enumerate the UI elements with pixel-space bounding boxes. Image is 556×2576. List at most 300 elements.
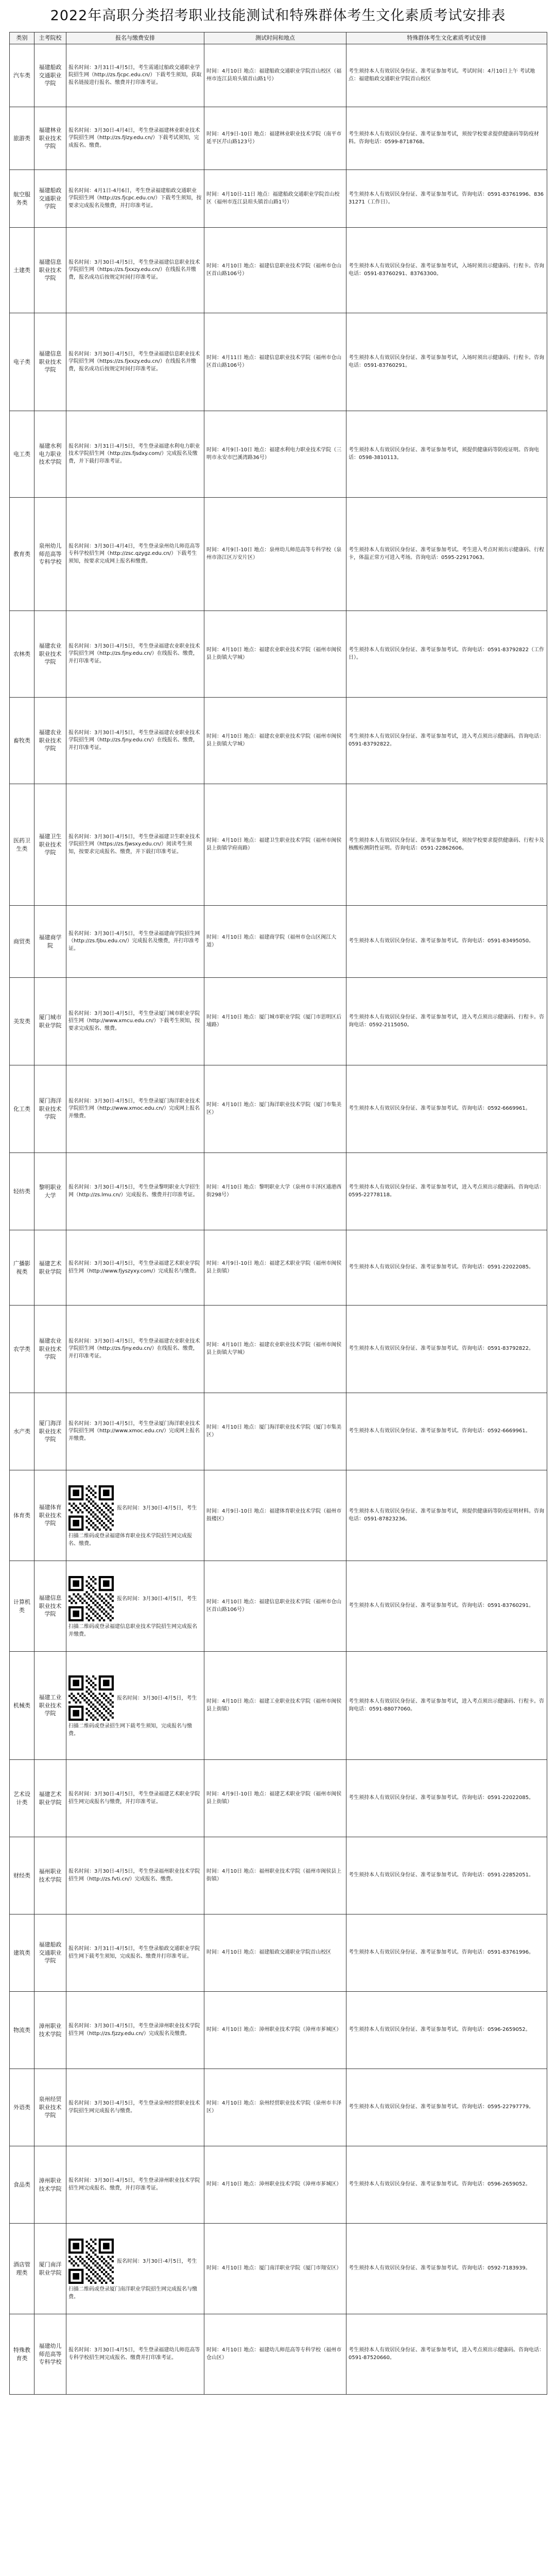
school-text: 泉州幼儿师范高等专科学校 [39, 542, 62, 566]
registration-text: 报名时间：3月31日-4月5日，考生登录船政交通职业学院招生网下载考生须知，完成报名、缴费并打印准考证。 [68, 1946, 200, 1959]
school-cell [34, 1230, 66, 1306]
registration-text: 报名时间：3月30日-4月5日，考生登录福建农业职业技术学院招生网（http://zs.fjny.edu.cn/）在线报名、缴费，并打印准考证。 [68, 730, 200, 751]
test-cell [204, 2224, 346, 2314]
registration-cell [66, 313, 204, 411]
registration-cell [66, 1652, 204, 1760]
registration-text: 报名时间：3月30日-4月5日，考生登录福建幼儿师范高等专科学校招生网完成报名、缴费并打印准考证。 [68, 2347, 200, 2361]
table-row [10, 2146, 547, 2224]
category-cell [10, 107, 34, 170]
special-exam-text: 考生须持本人有效居民身份证、准考证参加考试，入场时须出示健康码、行程卡。咨询电话：0591-83760291、83763300。 [349, 263, 544, 277]
table-row [10, 698, 547, 784]
category-cell [10, 170, 34, 228]
table-row [10, 1306, 547, 1393]
category-cell [10, 228, 34, 313]
school-text: 福建船政交通职业学院 [39, 187, 62, 210]
registration-cell [66, 1306, 204, 1393]
category-text: 艺术设计类 [13, 1790, 30, 1806]
test-cell [204, 170, 346, 228]
registration-cell [66, 1470, 204, 1561]
registration-text: 报名时间：3月30日-4月5日，考生登录泉州经贸职业技术学院招生网完成报名与缴费。 [68, 2100, 200, 2114]
category-text: 教育类 [13, 550, 30, 557]
test-cell [204, 2069, 346, 2146]
test-cell [204, 1393, 346, 1470]
test-cell [204, 228, 346, 313]
table-row [10, 1652, 547, 1760]
school-text: 厦门南洋职业学院 [39, 2261, 62, 2276]
school-text: 福州职业技术学院 [39, 1868, 62, 1883]
special-exam-text: 考生须持本人有效居民身份证、准考证参加考试，须提供健康码等防疫证明。咨询电话：0598-3810113。 [349, 447, 539, 461]
category-cell [10, 313, 34, 411]
school-cell [34, 44, 66, 107]
category-text: 化工类 [13, 1105, 30, 1112]
special-exam-cell [346, 1306, 547, 1393]
table-row [10, 1837, 547, 1914]
registration-cell [66, 498, 204, 611]
special-exam-text: 考生须持本人有效居民身份证、准考证参加考试，须按学校要求提供健康码等防疫材料。咨询电话：0599-8718768。 [349, 131, 539, 145]
test-cell [204, 698, 346, 784]
school-cell [34, 1652, 66, 1760]
category-text: 汽车类 [13, 72, 30, 79]
header-test-time: 测试时间和地点 [204, 32, 346, 44]
school-text: 福建信息职业技术学院 [39, 258, 62, 282]
special-exam-text: 考生须持本人有效居民身份证、准考证参加考试。咨询电话：0591-83792822（工作日）。 [349, 647, 544, 660]
table-row [10, 978, 547, 1065]
registration-cell [66, 107, 204, 170]
test-cell [204, 411, 346, 498]
special-exam-cell [346, 611, 547, 698]
table-row [10, 228, 547, 313]
special-exam-cell [346, 2314, 547, 2395]
special-exam-text: 考生须持本人有效居民身份证、准考证参加考试，进入考点须出示健康码、行程卡。咨询电话：0592-2115050。 [349, 1014, 544, 1028]
category-text: 特殊教育类 [13, 2346, 30, 2362]
table-row [10, 2224, 547, 2314]
special-exam-cell [346, 784, 547, 906]
registration-cell [66, 170, 204, 228]
registration-text: 报名时间：3月30日-4月5日，考生登录福建信息职业技术学院招生网（https://zs.fjxxzy.edu.cn/）在线报名并缴费，报名成功后按规定时间打印准考证。 [68, 351, 200, 372]
registration-cell [66, 1153, 204, 1230]
special-exam-text: 考生须持本人有效居民身份证、准考证参加考试。咨询电话：0592-6669961。 [349, 1428, 531, 1434]
school-cell [34, 228, 66, 313]
test-cell [204, 107, 346, 170]
school-cell [34, 978, 66, 1065]
school-text: 厦门城市职业学院 [39, 1013, 62, 1029]
special-exam-cell [346, 1393, 547, 1470]
special-exam-cell [346, 228, 547, 313]
registration-cell [66, 906, 204, 978]
registration-text: 报名时间：3月30日-4月5日，考生登录福建商学院招生网（http://zs.fjbu.edu.cn/）完成报名及缴费，并打印准考证。 [68, 930, 200, 952]
special-exam-cell [346, 698, 547, 784]
special-exam-cell [346, 2069, 547, 2146]
test-text: 时间：4月10日 地点：福建幼儿师范高等专科学校（福州市仓山区） [206, 2347, 342, 2361]
special-exam-text: 考生须持本人有效居民身份证、准考证参加考试，入场时须出示健康码、行程卡。咨询电话：0591-83760291。 [349, 355, 544, 368]
school-text: 福建工业职业技术学院 [39, 1693, 62, 1717]
registration-text: 报名时间：3月30日-4月5日，考生登录福建卫生职业技术学院招生网（https://zs.fjwsxy.edu.cn/）阅读考生须知，按要求完成报名、缴费，并下载打印准考证。 [68, 834, 200, 855]
table-row [10, 44, 547, 107]
category-cell [10, 978, 34, 1065]
special-exam-cell [346, 170, 547, 228]
school-cell [34, 611, 66, 698]
category-text: 土建类 [13, 266, 30, 274]
special-exam-cell [346, 1992, 547, 2069]
category-cell [10, 44, 34, 107]
registration-cell [66, 228, 204, 313]
table-row [10, 1914, 547, 1992]
school-text: 福建艺术职业学院 [39, 1260, 62, 1275]
category-cell [10, 2314, 34, 2395]
special-exam-cell [346, 1760, 547, 1837]
header-registration: 报名与缴费安排 [66, 32, 204, 44]
category-cell [10, 611, 34, 698]
school-cell [34, 498, 66, 611]
category-text: 旅游类 [13, 134, 30, 142]
special-exam-text: 考生须持本人有效居民身份证、准考证参加考试，进入考点须出示健康码。咨询电话：0591-87520660。 [349, 2347, 544, 2361]
category-text: 酒店管理类 [13, 2261, 30, 2276]
school-text: 厦门海洋职业技术学院 [39, 1097, 62, 1121]
school-cell [34, 1914, 66, 1992]
special-exam-text: 考生须持本人有效居民身份证、准考证参加考试。考生进入考点时须出示健康码、行程卡，体温正常方可进入考场。咨询电话：0595-22917063。 [349, 547, 544, 561]
test-text: 时间：4月9日-10日 地点：福建艺术职业学院（福州市闽侯县上街镇） [206, 1261, 342, 1274]
category-text: 食品类 [13, 2181, 30, 2188]
test-text: 时间：4月11日 地点：福建信息职业技术学院（福州市仓山区首山路106号） [206, 355, 342, 368]
registration-text: 报名时间：3月30日-4月5日，考生登录黎明职业大学招生网（http://zs.lmu.cn/）完成报名、缴费并打印准考证。 [68, 1184, 200, 1198]
category-cell [10, 698, 34, 784]
test-text: 时间：4月10日 地点：福州职业技术学院（福州市闽侯县上街镇） [206, 1869, 342, 1882]
test-cell [204, 44, 346, 107]
header-special-exam: 特殊群体考生文化素质考试安排 [346, 32, 547, 44]
test-text: 时间：4月10日 地点：福建船政交通职业学院首山校区 [206, 1950, 332, 1956]
category-text: 电子类 [13, 358, 30, 365]
table-row [10, 2314, 547, 2395]
school-text: 福建幼儿师范高等专科学校 [39, 2342, 62, 2366]
category-cell [10, 2224, 34, 2314]
category-text: 商贸类 [13, 938, 30, 945]
school-cell [34, 313, 66, 411]
category-cell [10, 784, 34, 906]
table-row [10, 1992, 547, 2069]
registration-cell [66, 2314, 204, 2395]
category-cell [10, 1153, 34, 1230]
test-cell [204, 313, 346, 411]
category-cell [10, 498, 34, 611]
table-row [10, 1153, 547, 1230]
school-cell [34, 1470, 66, 1561]
special-exam-text: 考生须持本人有效居民身份证、准考证参加考试。咨询电话：0591-83761996、83631271（工作日）。 [349, 192, 544, 205]
school-text: 泉州经贸职业技术学院 [39, 2095, 62, 2119]
category-cell [10, 1393, 34, 1470]
category-text: 水产类 [13, 1428, 30, 1435]
special-exam-cell [346, 313, 547, 411]
registration-cell [66, 2146, 204, 2224]
category-cell [10, 1914, 34, 1992]
category-cell [10, 1992, 34, 2069]
special-exam-text: 考生须持本人有效居民身份证、准考证参加考试。咨询电话：0591-83761996。 [349, 1950, 534, 1956]
category-cell [10, 1230, 34, 1306]
header-category: 类别 [10, 32, 34, 44]
registration-text: 报名时间：3月30日-4月5日，考生登录福建艺术职业学院招生网（http://www.fjyszyxy.com/）完成报名与缴费。 [68, 1261, 200, 1274]
category-cell [10, 1760, 34, 1837]
test-text: 时间：4月10日 地点：漳州职业技术学院（漳州市芗城区） [206, 2027, 342, 2033]
registration-cell [66, 784, 204, 906]
table-row [10, 1393, 547, 1470]
category-text: 农林类 [13, 650, 30, 657]
test-text: 时间：4月10日 地点：漳州职业技术学院（漳州市芗城区） [206, 2181, 342, 2188]
special-exam-cell [346, 1652, 547, 1760]
category-text: 广播影视类 [13, 1260, 30, 1275]
qr-code-icon [68, 1675, 114, 1721]
qr-code-icon [68, 1485, 114, 1531]
school-text: 福建农业职业技术学院 [39, 728, 62, 752]
special-exam-cell [346, 978, 547, 1065]
category-cell [10, 2146, 34, 2224]
school-cell [34, 1065, 66, 1153]
test-text: 时间：4月10日 地点：福建农业职业技术学院（福州市闽侯县上街镇大学城） [206, 734, 342, 747]
category-cell [10, 1306, 34, 1393]
table-row [10, 784, 547, 906]
special-exam-cell [346, 1153, 547, 1230]
special-exam-text: 考生须持本人有效居民身份证、准考证参加考试。咨询电话：0592-6669961。 [349, 1106, 531, 1112]
table-row [10, 107, 547, 170]
school-cell [34, 1992, 66, 2069]
category-text: 农学类 [13, 1345, 30, 1352]
special-exam-cell [346, 1837, 547, 1914]
school-cell [34, 1760, 66, 1837]
registration-text: 报名时间：3月30日-4月5日，考生扫描二维码或登录福建体育职业技术学院招生网完成报名、缴费。 [68, 1505, 197, 1547]
school-text: 漳州职业技术学院 [39, 2022, 62, 2038]
school-text: 福建商学院 [39, 934, 62, 949]
test-cell [204, 1153, 346, 1230]
table-row [10, 1065, 547, 1153]
test-text: 时间：4月10日 地点：厦门海洋职业技术学院（厦门市集美区） [206, 1425, 342, 1438]
special-exam-cell [346, 107, 547, 170]
test-text: 时间：4月9日-10日 地点：福建水利电力职业技术学院（三明市永安市巴溪湾路36号） [206, 447, 342, 461]
test-text: 时间：4月10日 地点：福建农业职业技术学院（福州市闽侯县上街镇大学城） [206, 647, 342, 660]
test-cell [204, 498, 346, 611]
category-text: 体育类 [13, 1512, 30, 1519]
registration-text: 报名时间：3月30日-4月5日，考生登录漳州职业技术学院招生网完成报名、缴费，并打印准考证。 [68, 2178, 200, 2191]
test-text: 时间：4月10日 地点：福建信息职业技术学院（福州市仓山区首山路106号） [206, 1599, 342, 1613]
special-exam-text: 考生须持本人有效居民身份证、准考证参加考试。考试时间：4月10日上午 考试地点：福建船政交通职业学院首山校区 [349, 69, 535, 82]
category-cell [10, 1652, 34, 1760]
special-exam-text: 考生须持本人有效居民身份证、准考证参加考试。咨询电话：0592-7183939。 [349, 2265, 531, 2272]
test-cell [204, 1760, 346, 1837]
category-cell [10, 411, 34, 498]
registration-text: 报名时间：3月30日-4月5日，考生登录厦门海洋职业技术学院招生网（http://www.xmoc.edu.cn/）完成网上报名并缴费。 [68, 1098, 200, 1119]
registration-text: 报名时间：3月30日-4月5日，考生登录厦门海洋职业技术学院招生网（http://www.xmoc.edu.cn/）完成网上报名并缴费。 [68, 1420, 200, 1442]
school-cell [34, 698, 66, 784]
special-exam-cell [346, 1470, 547, 1561]
school-text: 厦门海洋职业技术学院 [39, 1419, 62, 1443]
special-exam-cell [346, 1914, 547, 1992]
test-text: 时间：4月10日 地点：黎明职业大学（泉州市丰泽区通港西街298号） [206, 1184, 342, 1198]
school-cell [34, 2146, 66, 2224]
category-text: 医药卫生类 [13, 837, 30, 852]
table-row [10, 1230, 547, 1306]
table-body [10, 44, 547, 2395]
special-exam-text: 考生须持本人有效居民身份证、准考证参加考试。咨询电话：0591-22022085。 [349, 1264, 534, 1270]
special-exam-text: 考生须持本人有效居民身份证、准考证参加考试。咨询电话：0591-83792822。 [349, 1346, 534, 1352]
special-exam-text: 考生须持本人有效居民身份证、准考证参加考试。咨询电话：0591-22022085。 [349, 1795, 534, 1801]
category-text: 建筑类 [13, 1949, 30, 1956]
special-exam-text: 考生须持本人有效居民身份证、准考证参加考试，须按学校要求提供健康码、行程卡及核酸检测阴性证明。咨询电话：0591-22862606。 [349, 838, 544, 851]
registration-text: 报名时间：3月31日-4月5日，考生登录福建水利电力职业技术学院招生网（http://zs.fjsdxy.com/）完成报名及缴费，并下载打印准考证。 [68, 443, 200, 464]
registration-text: 报名时间：3月30日-4月5日，考生登录福建信息职业技术学院招生网（https://zs.fjxxzy.edu.cn/）在线报名并缴费，报名成功后按规定时间打印准考证。 [68, 259, 200, 280]
school-text: 福建信息职业技术学院 [39, 350, 62, 374]
special-exam-cell [346, 411, 547, 498]
registration-text: 报名时间：4月1日-4月6日，考生登录福建船政交通职业学院招生网（http://zs.fjcpc.edu.cn/）下载考生须知，按要求完成报名及缴费，并打印准考证。 [68, 188, 202, 209]
test-text: 时间：4月10日 地点：福建商学院（福州市仓山区闽江大道） [206, 935, 337, 948]
test-text: 时间：4月10日-11日 地点：福建船政交通职业学院首山校区（福州市连江县琯头镇首山路1号） [206, 192, 340, 205]
table-row [10, 1760, 547, 1837]
special-exam-text: 考生须持本人有效居民身份证、准考证参加考试。咨询电话：0596-2659052。 [349, 2181, 531, 2188]
table-row [10, 1561, 547, 1652]
registration-cell [66, 2069, 204, 2146]
category-cell [10, 906, 34, 978]
table-row [10, 498, 547, 611]
registration-text: 报名时间：3月30日-4月4日，考生登录泉州幼儿师范高等专科学校招生网（http://zsc.qzygz.edu.cn/）下载考生须知，按要求完成网上报名和缴费。 [68, 543, 200, 564]
special-exam-text: 考生须持本人有效居民身份证、准考证参加考试。咨询电话：0591-83495050。 [349, 938, 534, 944]
registration-cell [66, 1065, 204, 1153]
table-row [10, 906, 547, 978]
registration-cell [66, 978, 204, 1065]
school-cell [34, 1561, 66, 1652]
category-text: 计算机类 [13, 1598, 30, 1614]
registration-cell [66, 611, 204, 698]
school-text: 福建信息职业技术学院 [39, 1594, 62, 1618]
test-text: 时间：4月9日-10日 地点：福建艺术职业学院（福州市闽侯县上街镇） [206, 1791, 342, 1805]
school-text: 漳州职业技术学院 [39, 2177, 62, 2192]
test-cell [204, 978, 346, 1065]
registration-cell [66, 2224, 204, 2314]
special-exam-text: 考生须持本人有效居民身份证、准考证参加考试，进入考点须出示健康码、行程卡。咨询电话：0591-88077060。 [349, 1699, 544, 1712]
special-exam-cell [346, 2146, 547, 2224]
test-text: 时间：4月9日-10日 地点：福建体育职业技术学院（福州市鼓楼区） [206, 1509, 342, 1522]
registration-text: 报名时间：3月30日-4月4日，考生登录福建林业职业技术学院招生网（http://zs.fjlzy.edu.cn/）下载考试须知，完成报名、缴费。 [68, 127, 200, 148]
test-cell [204, 1065, 346, 1153]
registration-text: 报名时间：3月30日-4月5日，考生登录福州职业技术学院招生网（http://zs.fvti.cn/）完成报名、缴费。 [68, 1869, 200, 1882]
special-exam-cell [346, 2224, 547, 2314]
school-cell [34, 906, 66, 978]
registration-cell [66, 1393, 204, 1470]
category-text: 财经类 [13, 1872, 30, 1879]
table-row [10, 313, 547, 411]
registration-text: 报名时间：3月30日-4月5日，考生登录厦门城市职业学院招生网（http://www.xmcu.edu.cn/）下载考生须知，按要求完成报名、缴费。 [68, 1010, 200, 1031]
school-cell [34, 1837, 66, 1914]
table-row [10, 1470, 547, 1561]
school-cell [34, 2314, 66, 2395]
test-text: 时间：4月9日-10日 地点：泉州幼儿师范高等专科学校（泉州市洛江区万安片区） [206, 547, 342, 561]
category-text: 机械类 [13, 1702, 30, 1709]
test-cell [204, 1652, 346, 1760]
category-cell [10, 2069, 34, 2146]
special-exam-text: 考生须持本人有效居民身份证、准考证参加考试，须提供健康码等防疫证明材料。咨询电话：0591-87823236。 [349, 1509, 544, 1522]
registration-text: 报名时间：3月30日-4月5日，考生登录福建农业职业技术学院招生网（http://zs.fjny.edu.cn/）在线报名、缴费，并打印准考证。 [68, 1338, 200, 1359]
school-cell [34, 2224, 66, 2314]
test-text: 时间：4月10日 地点：福建卫生职业技术学院（福州市闽侯县上街镇学府南路） [206, 838, 342, 851]
category-text: 美发类 [13, 1018, 30, 1025]
school-cell [34, 784, 66, 906]
page-title: 2022年高职分类招考职业技能测试和特殊群体考生文化素质考试安排表 [50, 8, 506, 24]
school-text: 福建水利电力职业技术学院 [39, 442, 62, 466]
test-cell [204, 1470, 346, 1561]
registration-cell [66, 411, 204, 498]
registration-text: 报名时间：3月30日-4月5日，考生扫描二维码或登录福建信息职业技术学院招生网完成报名并缴费。 [68, 1596, 197, 1637]
table-row [10, 611, 547, 698]
test-cell [204, 1561, 346, 1652]
test-cell [204, 1914, 346, 1992]
category-text: 电工类 [13, 450, 30, 457]
school-text: 福建体育职业技术学院 [39, 1503, 62, 1527]
test-cell [204, 906, 346, 978]
registration-cell [66, 698, 204, 784]
school-text: 福建林业职业技术学院 [39, 126, 62, 150]
special-exam-cell [346, 1561, 547, 1652]
school-cell [34, 411, 66, 498]
special-exam-text: 考生须持本人有效居民身份证、准考证参加考试。咨询电话：0595-22797779。 [349, 2104, 534, 2110]
school-cell [34, 170, 66, 228]
registration-text: 报名时间：3月30日-4月5日，考生扫描二维码或登录厦门南洋职业学院招生网完成报名与缴费。 [68, 2259, 197, 2300]
table-row [10, 170, 547, 228]
special-exam-text: 考生须持本人有效居民身份证、准考证参加考试。咨询电话：0591-83760291。 [349, 1603, 534, 1609]
special-exam-cell [346, 1230, 547, 1306]
table-row [10, 411, 547, 498]
table-header-row [10, 32, 547, 44]
test-cell [204, 784, 346, 906]
registration-text: 报名时间：3月30日-4月5日，考生登录福建艺术职业学院招生网完成报名与缴费，并打印准考证。 [68, 1791, 200, 1805]
registration-cell [66, 1230, 204, 1306]
test-text: 时间：4月10日 地点：厦门海洋职业技术学院（厦门市集美区） [206, 1102, 342, 1115]
registration-cell [66, 1561, 204, 1652]
registration-cell [66, 44, 204, 107]
school-text: 福建船政交通职业学院 [39, 1941, 62, 1964]
test-cell [204, 1992, 346, 2069]
qr-code-icon [68, 1576, 114, 1621]
special-exam-cell [346, 44, 547, 107]
test-cell [204, 1230, 346, 1306]
registration-text: 报名时间：3月30日-4月5日，考生登录漳州职业技术学院招生网（http://zs.fjzzy.edu.cn/）完成报名及缴费。 [68, 2023, 200, 2037]
test-text: 时间：4月9日-10日 地点：福建林业职业技术学院（南平市延平区芹山路123号） [206, 131, 342, 145]
category-text: 物流类 [13, 2026, 30, 2033]
school-cell [34, 2069, 66, 2146]
special-exam-text: 考生须持本人有效居民身份证、准考证参加考试，进入考点须出示健康码。咨询电话：0595-22778118。 [349, 1184, 544, 1198]
special-exam-cell [346, 1065, 547, 1153]
school-cell [34, 1306, 66, 1393]
category-text: 畜牧类 [13, 737, 30, 744]
category-cell [10, 1065, 34, 1153]
qr-code-icon [68, 2239, 114, 2284]
test-text: 时间：4月10日 地点：福建信息职业技术学院（福州市仓山区首山路106号） [206, 263, 342, 277]
special-exam-text: 考生须持本人有效居民身份证、准考证参加考试。咨询电话：0596-2659052。 [349, 2027, 531, 2033]
test-text: 时间：4月10日 地点：福建农业职业技术学院（福州市闽侯县上街镇大学城） [206, 1342, 342, 1355]
special-exam-text: 考生须持本人有效居民身份证、准考证参加考试。咨询电话：0591-22852051。 [349, 1872, 534, 1878]
school-cell [34, 1393, 66, 1470]
test-text: 时间：4月10日 地点：福建工业职业技术学院（福州市闽侯县上街镇） [206, 1699, 342, 1712]
special-exam-cell [346, 498, 547, 611]
school-text: 福建农业职业技术学院 [39, 642, 62, 666]
test-cell [204, 611, 346, 698]
test-text: 时间：4月10日 地点：泉州经贸职业技术学院（泉州市丰泽区） [206, 2100, 342, 2114]
category-text: 外语类 [13, 2104, 30, 2111]
test-text: 时间：4月10日 地点：福建船政交通职业学院首山校区（福州市连江县琯头镇首山路1号） [206, 69, 342, 82]
test-text: 时间：4月10日 地点：厦门南洋职业学院（厦门市翔安区） [206, 2265, 342, 2272]
special-exam-cell [346, 906, 547, 978]
school-text: 黎明职业大学 [39, 1183, 62, 1199]
school-text: 福建农业职业技术学院 [39, 1337, 62, 1361]
schedule-table [9, 32, 547, 2395]
category-cell [10, 1837, 34, 1914]
school-text: 福建船政交通职业学院 [39, 63, 62, 87]
registration-text: 报名时间：3月30日-4月5日，考生登录福建农业职业技术学院招生网（http://zs.fjny.edu.cn/）在线报名、缴费，并打印准考证。 [68, 643, 200, 664]
test-cell [204, 1837, 346, 1914]
